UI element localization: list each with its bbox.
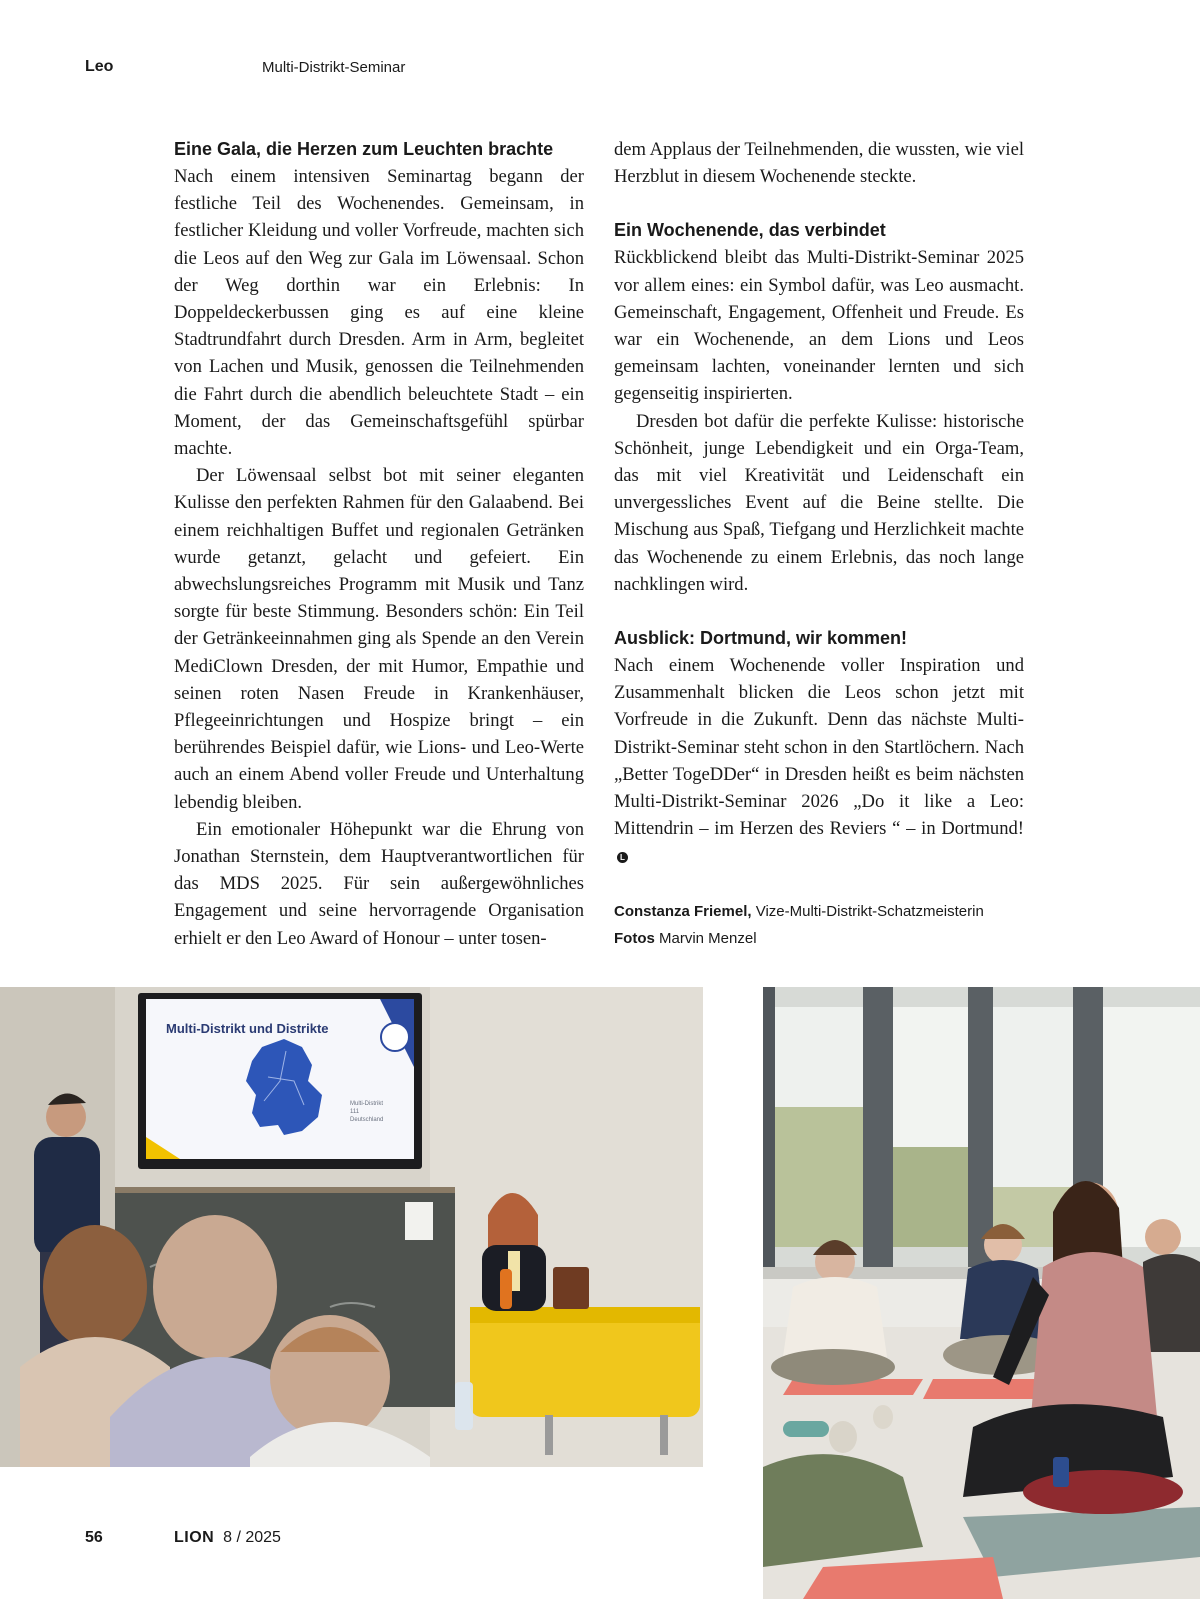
article-column-right [614,136,1024,952]
article-credits [614,898,1024,952]
photo-seminar-illustration [0,987,703,1467]
page-number: 56 [85,1529,103,1546]
paragraph-verbindet-1: Rückblickend bleibt das Multi-Distrikt-Seminar 2025 vor allem eines: ein Symbol dafür, was Leo ausmacht. Gemeinschaft, Engagement, Offenheit und Freude. Es war ein Wochenende, an dem Lions und Leos gemeinsam lachten, voneinander lernten und sich gegenseitig inspirierten. [614,247,1024,405]
section-heading-gala: Eine Gala, die Herzen zum Leuchten brachte [174,139,554,159]
author-name: Constanza Friemel, [614,902,752,920]
section-heading-ausblick: Ausblick: Dortmund, wir kommen! [614,628,908,649]
magazine-issue [174,1529,281,1547]
issue-number: 8 / 2025 [223,1529,281,1546]
paragraph-verbindet-2: Dresden bot dafür die perfekte Kulisse: historische Schönheit, junge Lebendigkeit und ein Orga-Team, das mit viel Kreativität und Leidenschaft ein unvergessliches Event auf die Beine stellte. Die Mischung aus Spaß, Tiefgang und Herzlichkeit machte das Wochenende zu einem Erlebnis, das noch lange nachklingen wird. [614,410,1024,595]
author-credit [614,898,1024,925]
paragraph-gala-3-part-1: Ein emotionaler Höhepunkt war die Ehrung von Jonathan Sternstein, dem Hauptverantwortlichen für das MDS 2025. Für sein außergewöhnliches Engagement und seine hervorragende Organisation erhielt er den Leo Award of Honour – unter tosen- [174,818,584,949]
photo-credit [614,925,1024,952]
screen-note-3: Deutschland [350,1117,384,1123]
paragraph-gala-1: Nach einem intensiven Seminartag begann der festliche Teil des Wochenendes. Gemeinsam, in festlicher Kleidung und voller Vorfreude, machten sich die Leos auf den Weg zur Gala im Löwensaal. Schon der Weg dorthin war ein Erlebnis: In Doppeldeckerbussen ging es auf eine kleine Stadtrundfahrt durch Dresden. Arm in Arm, begleitet von Lachen und Musik, genossen die Teilnehmenden die Fahrt durch die abendlich beleuchtete Stadt – ein Moment, der das Gemeinschaftsgefühl spürbar machte. [174,166,584,460]
screen-title: Multi-Distrikt und Distrikte [166,1021,329,1036]
author-role: Vize-Multi-Distrikt-Schatzmeisterin [755,902,984,920]
screen-note-1: Multi-Distrikt [350,1101,383,1107]
article-column-left [174,136,584,952]
paragraph-gala-2: Der Löwensaal selbst bot mit seiner eleganten Kulisse den perfekten Rahmen für den Galaabend. Bei einem reichhaltigen Buffet und regionalen Getränken wurde getanzt, gelacht und gefeiert. Ein abwechslungsreiches Programm mit Musik und Tanz sorgte für beste Stimmung. Besonders schön: Ein Teil der Getränkeeinnahmen ging als Spende an den Verein MediClown Dresden, der mit Humor, Empathie und seinen roten Nasen Freude in Krankenhäuser, Pflegeeinrichtungen und Hospize bringt – ein berührendes Beispiel dafür, wie Lions- und Leo-Werte auch an einem Abend voller Freude und Unterhaltung lebendig bleiben. [174,465,584,813]
paragraph-gala-3-part-2: dem Applaus der Teilnehmenden, die wussten, wie viel Herzblut in diesem Wochenende steckte. [614,139,1024,188]
photo-seminar-presentation [0,987,703,1467]
end-mark-icon: L [617,852,628,863]
magazine-name: LION [174,1529,215,1546]
section-heading-verbindet: Ein Wochenende, das verbindet [614,220,886,241]
paragraph-ausblick-text: Nach einem Wochenende voller Inspiration und Zusammenhalt blicken die Leos schon jetzt mit Vorfreude in die Zukunft. Denn das nächste Multi-Distrikt-Seminar steht schon in den Startlöchern. Nach „Better TogeDDer“ in Dresden heißt es beim nächsten Multi-Distrikt-Seminar 2026 „Do it like a Leo: Mittendrin – im Herzen des Reviers “ – in Dortmund! [614,655,1024,840]
screen-note-2: 111 [350,1109,360,1115]
photo-meditation-session [763,987,1200,1599]
paragraph-ausblick-1 [614,652,1024,870]
running-head-topic: Multi-Distrikt-Seminar [262,59,406,76]
photographer-name: Marvin Menzel [659,929,757,947]
running-head-section: Leo [85,58,114,75]
photo-credit-label: Fotos [614,929,655,947]
photo-meditation-illustration [763,987,1200,1599]
